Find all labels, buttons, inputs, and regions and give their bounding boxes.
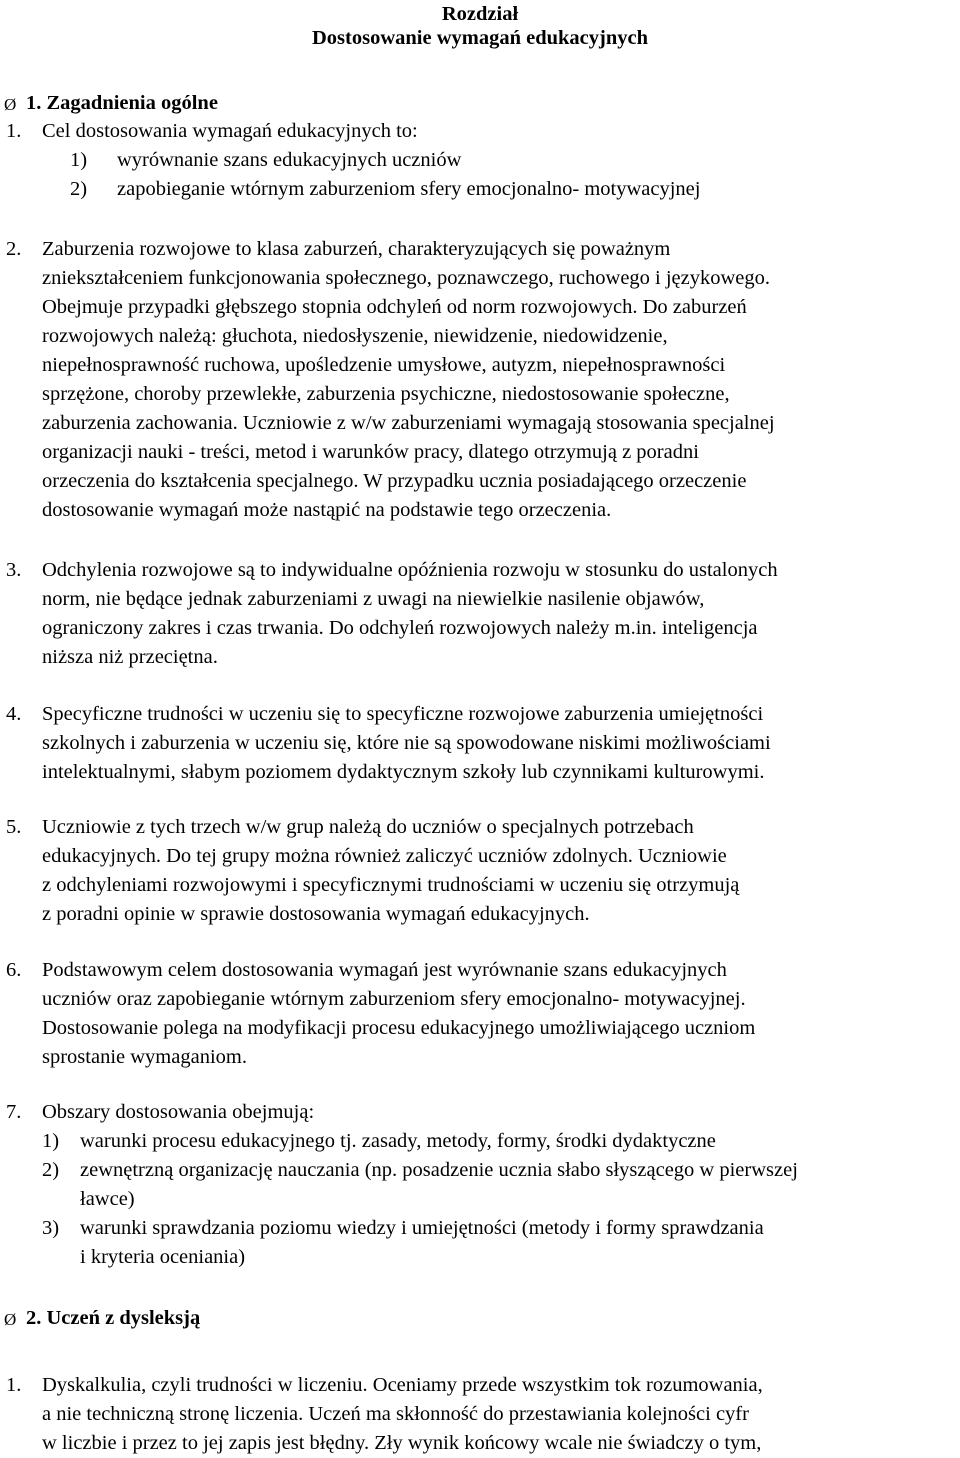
item3-line: norm, nie będące jednak zaburzeniami z uwagi na niewielkie nasilenie objawów, <box>42 588 705 610</box>
item7-sub3-number: 3) <box>42 1217 60 1239</box>
item7-sub3-line: warunki sprawdzania poziomu wiedzy i umiejętności (metody i formy sprawdzania <box>80 1217 764 1239</box>
item2-line: sprzężone, choroby przewlekłe, zaburzenia psychiczne, niedostosowanie społeczne, <box>42 383 730 405</box>
item2-line: zaburzenia zachowania. Uczniowie z w/w zaburzeniami wymagają stosowania specjalnej <box>42 412 775 434</box>
section2-item1-line: a nie techniczną stronę liczenia. Uczeń ma skłonność do przestawiania kolejności cyfr <box>42 1403 749 1425</box>
item7-sub2-number: 2) <box>42 1159 60 1181</box>
item1-sub2-text: zapobieganie wtórnym zaburzeniom sfery emocjonalno- motywacyjnej <box>117 178 701 200</box>
item7-sub2-line: zewnętrzną organizację nauczania (np. posadzenie ucznia słabo słyszącego w pierwszej <box>80 1159 798 1181</box>
item7-sub3-line: i kryteria oceniania) <box>80 1246 246 1268</box>
section2-item1-number: 1. <box>6 1374 22 1396</box>
item7-text: Obszary dostosowania obejmują: <box>42 1101 315 1123</box>
item1-number: 1. <box>6 120 22 142</box>
chapter-title: Dostosowanie wymagań edukacyjnych <box>312 27 648 49</box>
item5-number: 5. <box>6 816 22 838</box>
item6-line: uczniów oraz zapobieganie wtórnym zaburzeniom sfery emocjonalno- motywacyjnej. <box>42 988 746 1010</box>
item5-line: edukacyjnych. Do tej grupy można również zaliczyć uczniów zdolnych. Uczniowie <box>42 845 727 867</box>
item7-sub2-line: ławce) <box>80 1188 135 1210</box>
item2-line: rozwojowych należą: głuchota, niedosłyszenie, niewidzenie, niedowidzenie, <box>42 325 668 347</box>
section2-item1-line: w liczbie i przez to jej zapis jest błędny. Zły wynik końcowy wcale nie świadczy o tym, <box>42 1432 762 1454</box>
chapter-label: Rozdział <box>441 3 519 25</box>
section1-bullet-icon: Ø <box>4 95 17 114</box>
section2-bullet-icon: Ø <box>4 1310 17 1329</box>
item6-line: Podstawowym celem dostosowania wymagań jest wyrównanie szans edukacyjnych <box>42 959 727 981</box>
item4-line: Specyficzne trudności w uczeniu się to specyficzne rozwojowe zaburzenia umiejętności <box>42 703 764 725</box>
item2-line: zniekształceniem funkcjonowania społecznego, poznawczego, ruchowego i językowego. <box>42 267 771 289</box>
item2-number: 2. <box>6 238 22 260</box>
item7-sub1-line: warunki procesu edukacyjnego tj. zasady, metody, formy, środki dydaktyczne <box>80 1130 716 1152</box>
item1-sub2-number: 2) <box>70 178 88 200</box>
item4-number: 4. <box>6 703 22 725</box>
section1-title: 1. Zagadnienia ogólne <box>26 92 218 114</box>
item2-line: organizacji nauki - treści, metod i warunków pracy, dlatego otrzymują z poradni <box>42 441 699 463</box>
item5-line: Uczniowie z tych trzech w/w grup należą do uczniów o specjalnych potrzebach <box>42 816 694 838</box>
item3-number: 3. <box>6 559 22 581</box>
item1-text: Cel dostosowania wymagań edukacyjnych to: <box>42 120 418 142</box>
item7-sub1-number: 1) <box>42 1130 60 1152</box>
item6-number: 6. <box>6 959 22 981</box>
item5-line: z odchyleniami rozwojowymi i specyficznymi trudnościami w uczeniu się otrzymują <box>42 874 740 896</box>
item2-line: Zaburzenia rozwojowe to klasa zaburzeń, charakteryzujących się poważnym <box>42 238 671 260</box>
item1-sub1-number: 1) <box>70 149 88 171</box>
item3-line: ograniczony zakres i czas trwania. Do odchyleń rozwojowych należy m.in. inteligencja <box>42 617 758 639</box>
item2-line: orzeczenia do kształcenia specjalnego. W przypadku ucznia posiadającego orzeczenie <box>42 470 747 492</box>
item6-line: sprostanie wymaganiom. <box>42 1046 247 1068</box>
item5-line: z poradni opinie w sprawie dostosowania wymagań edukacyjnych. <box>42 903 590 925</box>
item6-line: Dostosowanie polega na modyfikacji procesu edukacyjnego umożliwiającego uczniom <box>42 1017 756 1039</box>
item2-line: Obejmuje przypadki głębszego stopnia odchyleń od norm rozwojowych. Do zaburzeń <box>42 296 747 318</box>
section2-title: 2. Uczeń z dysleksją <box>26 1307 201 1329</box>
item4-line: intelektualnymi, słabym poziomem dydaktycznym szkoły lub czynnikami kulturowymi. <box>42 761 765 783</box>
item7-number: 7. <box>6 1101 22 1123</box>
item3-line: niższa niż przeciętna. <box>42 646 218 668</box>
item3-line: Odchylenia rozwojowe są to indywidualne opóźnienia rozwoju w stosunku do ustalonych <box>42 559 778 581</box>
section2-item1-line: Dyskalkulia, czyli trudności w liczeniu. Oceniamy przede wszystkim tok rozumowania, <box>42 1374 763 1396</box>
item1-sub1-text: wyrównanie szans edukacyjnych uczniów <box>117 149 462 171</box>
item2-line: niepełnosprawność ruchowa, upośledzenie umysłowe, autyzm, niepełnosprawności <box>42 354 726 376</box>
item4-line: szkolnych i zaburzenia w uczeniu się, które nie są spowodowane niskimi możliwościami <box>42 732 771 754</box>
item2-line: dostosowanie wymagań może nastąpić na podstawie tego orzeczenia. <box>42 499 612 521</box>
